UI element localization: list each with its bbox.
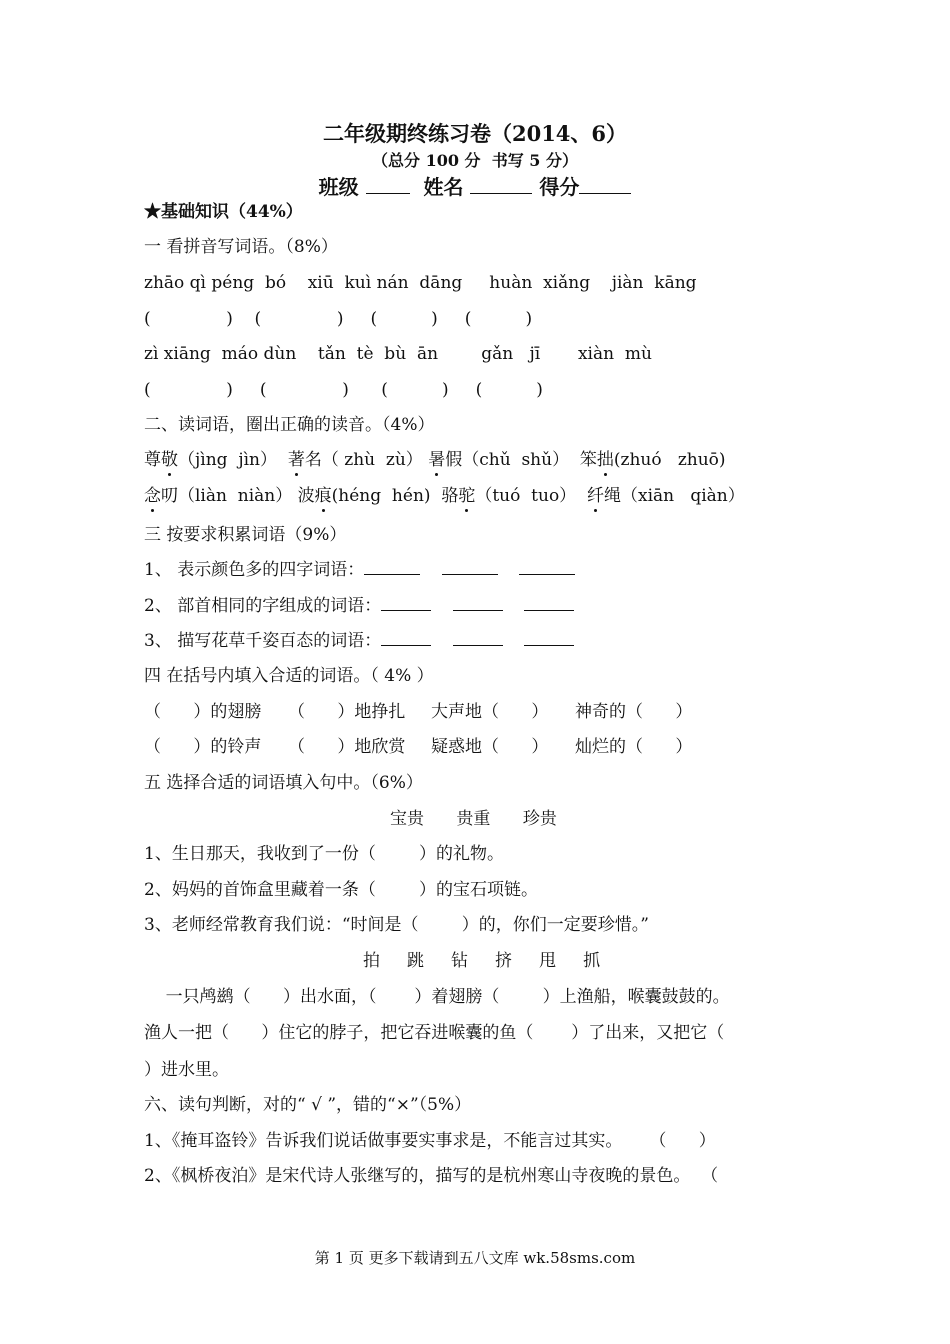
pinyin-choice[interactable]: (héng hén) xyxy=(331,486,431,506)
class-blank[interactable] xyxy=(366,179,410,194)
pinyin-choice[interactable]: （tuó tuo） xyxy=(475,486,577,506)
pinyin-choice[interactable]: （liàn niàn） xyxy=(178,486,293,506)
answer-blank[interactable] xyxy=(381,631,431,646)
dotted-char: 暑 xyxy=(428,450,446,470)
dotted-char: 痕 xyxy=(314,486,332,506)
answer-blank[interactable] xyxy=(519,560,575,575)
student-info-line xyxy=(0,176,950,198)
q5-passage-line-3[interactable]: ）进水里。 xyxy=(144,1060,229,1080)
dotted-char: 拙 xyxy=(596,450,614,470)
q4-blank-3[interactable]: 大声地（ ） xyxy=(431,702,549,722)
q6-item-1[interactable]: 1、《掩耳盗铃》告诉我们说话做事要实事求是，不能言过其实。 （ ） xyxy=(144,1131,716,1151)
dotted-char: 著 xyxy=(287,450,305,470)
q6-title: 六、读句判断，对的“ √ ”，错的“×”（5%） xyxy=(144,1095,472,1115)
q4-blank-6[interactable]: （ ）地欣赏 xyxy=(288,737,406,757)
q1-pinyin-row-2: zì xiāng máo dùn tǎn tè bù ān gǎn jī xiàn mù xyxy=(144,344,652,364)
page-title: 二年级期终练习卷（2014、6） xyxy=(322,121,628,146)
name-label: 姓名 xyxy=(423,175,464,199)
q1-answer-row-2[interactable]: ( ) ( ) ( ) ( ) xyxy=(144,380,543,400)
q1-answer-row-1[interactable]: ( ) ( ) ( ) ( ) xyxy=(144,309,533,329)
class-label: 班级 xyxy=(318,175,359,199)
score-blank[interactable] xyxy=(579,179,631,194)
q4-blank-4[interactable]: 神奇的（ ） xyxy=(575,702,693,722)
q5-word-options-2: 拍 跳 钻 挤 甩 抓 xyxy=(363,951,601,971)
name-blank[interactable] xyxy=(470,179,532,194)
q3-item-1: 1、 表示颜色多的四字词语： xyxy=(144,559,575,581)
q2-title: 二、读词语，圈出正确的读音。（4%） xyxy=(144,415,435,435)
q3-item-3: 3、 描写花草千姿百态的词语： xyxy=(144,630,574,652)
answer-blank[interactable] xyxy=(524,596,574,611)
pinyin-choice[interactable]: （jìng jìn） xyxy=(178,450,278,470)
q3-title: 三 按要求积累词语（9%） xyxy=(144,525,347,545)
q4-blank-5[interactable]: （ ）的铃声 xyxy=(144,737,262,757)
pinyin-choice[interactable]: （xiān qiàn） xyxy=(621,486,745,506)
q4-blank-7[interactable]: 疑惑地（ ） xyxy=(431,737,549,757)
q5-title: 五 选择合适的词语填入句中。（6%） xyxy=(144,773,423,793)
pinyin-choice[interactable]: （chǔ shǔ） xyxy=(462,450,570,470)
q4-blank-1[interactable]: （ ）的翅膀 xyxy=(144,702,262,722)
q6-item-2[interactable]: 2、《枫桥夜泊》是宋代诗人张继写的，描写的是杭州寒山寺夜晚的景色。 （ xyxy=(144,1166,719,1186)
q5-passage-line-2[interactable]: 渔人一把（ ）住它的脖子，把它吞进喉囊的鱼（ ）了出来，又把它（ xyxy=(144,1023,725,1043)
q4-blank-8[interactable]: 灿烂的（ ） xyxy=(575,737,693,757)
q1-title: 一 看拼音写词语。（8%） xyxy=(144,237,338,257)
dotted-char: 念 xyxy=(144,486,161,506)
q5-sentence-1[interactable]: 1、生日那天，我收到了一份（ ）的礼物。 xyxy=(144,844,505,864)
answer-blank[interactable] xyxy=(524,631,574,646)
answer-blank[interactable] xyxy=(442,560,498,575)
q4-blank-2[interactable]: （ ）地挣扎 xyxy=(288,702,406,722)
pinyin-choice[interactable]: （ zhù zù） xyxy=(321,450,423,470)
answer-blank[interactable] xyxy=(453,596,503,611)
q2-row-1: 尊敬（jìng jìn） 著名（ zhù zù） 暑假（chǔ shǔ） 笨拙(zhuó zhuō) xyxy=(144,450,726,470)
answer-blank[interactable] xyxy=(453,631,503,646)
q2-row-2: 念叨（liàn niàn） 波痕(héng hén) 骆驼（tuó tuo） 纤绳（xiān qiàn） xyxy=(144,486,745,506)
score-label: 得分 xyxy=(539,175,580,199)
q5-word-options-1: 宝贵 贵重 珍贵 xyxy=(390,809,557,829)
q5-sentence-2[interactable]: 2、妈妈的首饰盒里藏着一条（ ）的宝石项链。 xyxy=(144,880,539,900)
q5-sentence-3[interactable]: 3、老师经常教育我们说：“时间是（ ）的，你们一定要珍惜。” xyxy=(144,915,649,935)
q5-passage-line-1[interactable]: 一只鸬鹚（ ）出水面，（ ）着翅膀（ ）上渔船，喉囊鼓鼓的。 xyxy=(144,987,730,1007)
dotted-char: 敬 xyxy=(161,450,178,470)
score-note: （总分 100 分 书写 5 分） xyxy=(372,151,578,170)
dotted-char: 纤 xyxy=(587,486,604,506)
pinyin-choice[interactable]: (zhuó zhuō) xyxy=(613,450,726,470)
answer-blank[interactable] xyxy=(364,560,420,575)
q1-pinyin-row-1: zhāo qì péng bó xiū kuì nán dāng huàn xiǎng jiàn kāng xyxy=(144,273,697,293)
section-basic-knowledge: ★基础知识（44%） xyxy=(144,202,303,222)
answer-blank[interactable] xyxy=(381,596,431,611)
dotted-char: 驼 xyxy=(458,486,476,506)
page-footer: 第 1 页 更多下载请到五八文库 wk.58sms.com xyxy=(314,1249,636,1267)
q3-item-2: 2、 部首相同的字组成的词语： xyxy=(144,595,574,617)
q4-title: 四 在括号内填入合适的词语。（ 4% ） xyxy=(144,666,434,686)
